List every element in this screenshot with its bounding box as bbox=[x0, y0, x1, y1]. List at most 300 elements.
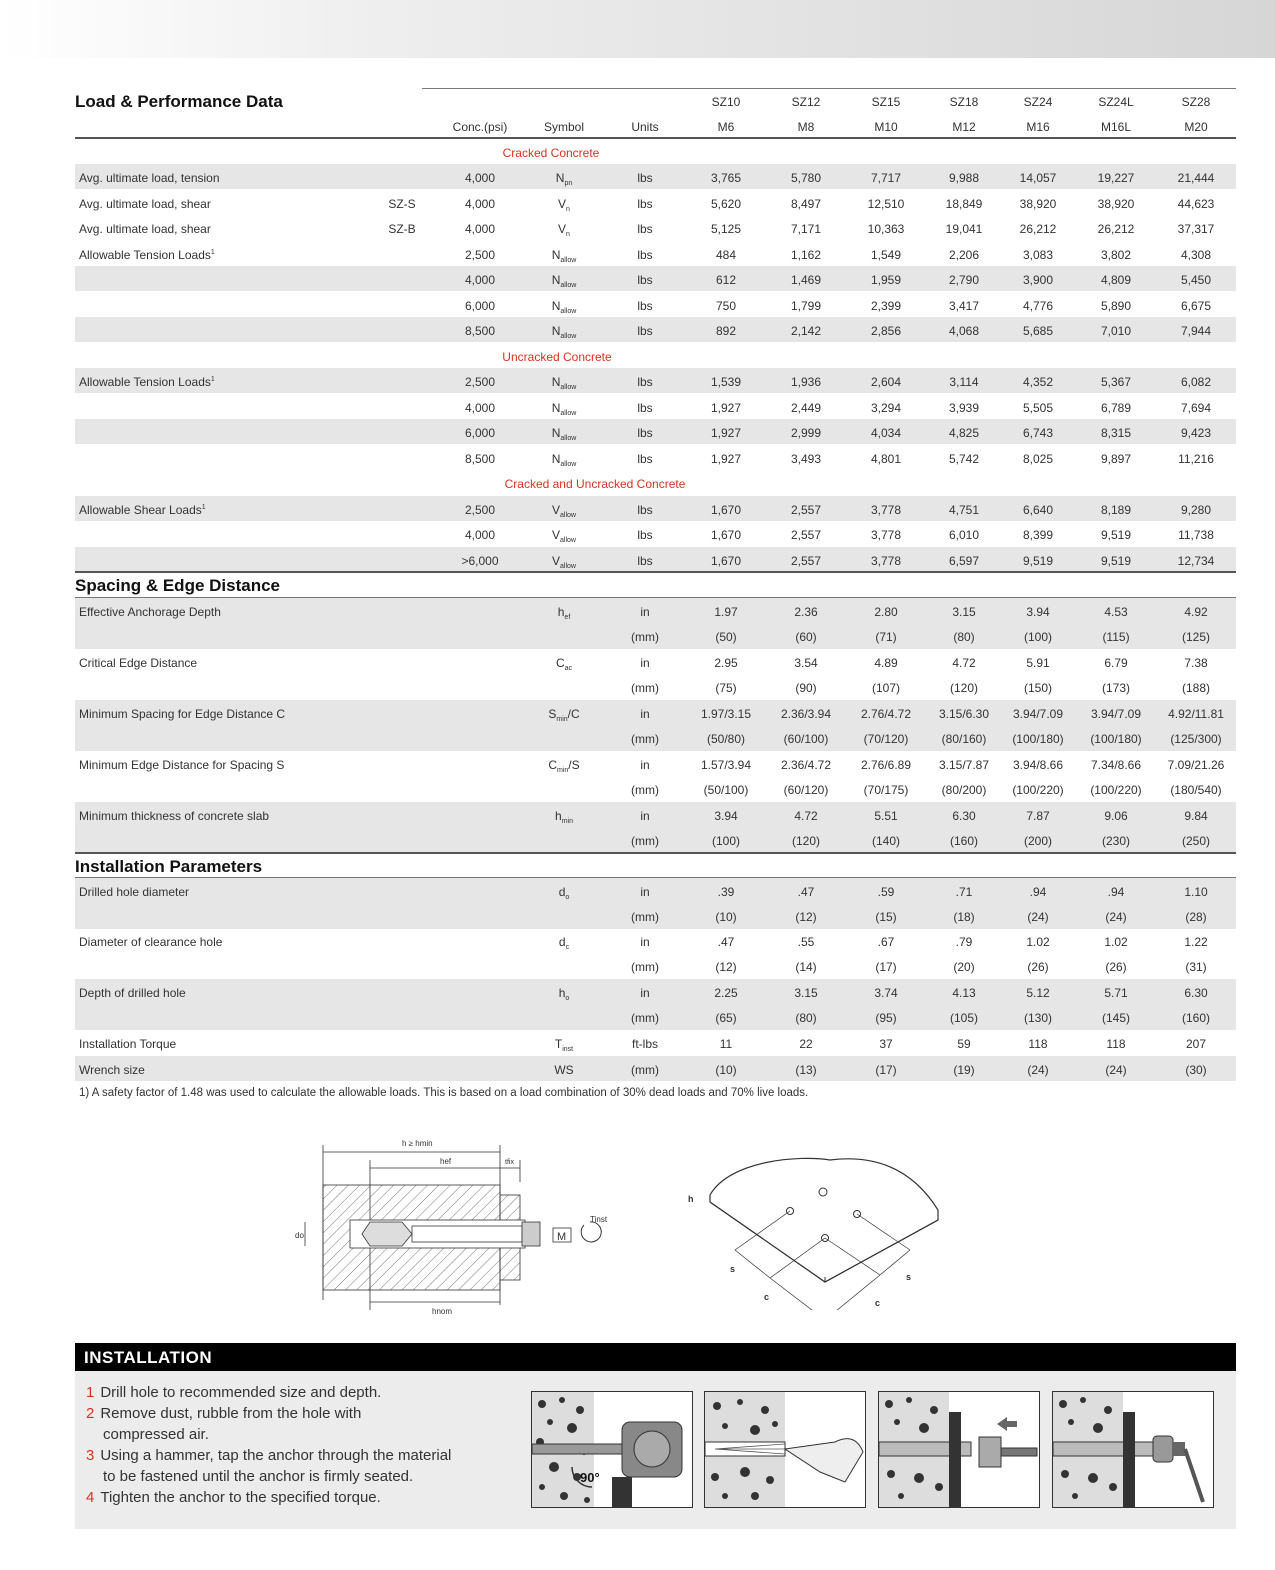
model-header: SZ24 bbox=[1023, 95, 1053, 109]
value-mm-cell: (14) bbox=[795, 960, 817, 974]
installation-title: INSTALLATION bbox=[84, 1348, 213, 1367]
row-label: Installation Torque bbox=[79, 1037, 177, 1051]
value-cell: 5,125 bbox=[710, 222, 742, 236]
symbol-cell: $h_{min}$ bbox=[555, 809, 573, 825]
value-cell: 22 bbox=[799, 1037, 813, 1051]
units-mm-cell: (mm) bbox=[631, 910, 659, 924]
value-cell: 3,083 bbox=[1022, 248, 1054, 262]
units-mm-cell: (mm) bbox=[631, 960, 659, 974]
value-cell: 2,999 bbox=[790, 426, 822, 440]
value-cell: 4,352 bbox=[1022, 375, 1054, 389]
value-cell: 3,900 bbox=[1022, 273, 1054, 287]
value-cell: 2,557 bbox=[790, 528, 822, 542]
value-cell: 4,825 bbox=[948, 426, 980, 440]
h-ge-hmin-label: h ≥ hmin bbox=[402, 1139, 433, 1148]
row-label: Minimum Edge Distance for Spacing S bbox=[79, 758, 285, 772]
row-label: Critical Edge Distance bbox=[79, 656, 198, 670]
value-cell: 19,227 bbox=[1097, 171, 1135, 185]
value-cell: 3,417 bbox=[948, 299, 980, 313]
conc-cell: 4,000 bbox=[464, 273, 496, 287]
value-mm-cell: (60/100) bbox=[783, 732, 829, 746]
units-cell: lbs bbox=[637, 503, 653, 517]
value-cell: 7.09/21.26 bbox=[1167, 758, 1225, 772]
value-mm-cell: (100/220) bbox=[1012, 783, 1064, 797]
value-cell: 2,790 bbox=[948, 273, 980, 287]
value-cell: .39 bbox=[717, 885, 735, 899]
row-label: Depth of drilled hole bbox=[79, 986, 186, 1000]
value-cell: (17) bbox=[875, 1063, 897, 1077]
symbol-cell: $C_{ac}$ bbox=[555, 656, 573, 672]
units-cell: lbs bbox=[637, 452, 653, 466]
value-mm-cell: (75) bbox=[715, 681, 737, 695]
value-mm-cell: (65) bbox=[715, 1011, 737, 1025]
value-mm-cell: (12) bbox=[795, 910, 817, 924]
value-cell: 7,717 bbox=[870, 171, 902, 185]
install-image-hammer bbox=[878, 1391, 1040, 1508]
value-cell: 1,162 bbox=[790, 248, 822, 262]
value-cell: 6,743 bbox=[1022, 426, 1054, 440]
symbol-cell: $N_{allow}$ bbox=[551, 452, 577, 468]
symbol-header: Symbol bbox=[543, 120, 585, 134]
value-cell: 3.94/7.09 bbox=[1090, 707, 1142, 721]
value-cell: 5,620 bbox=[710, 197, 742, 211]
value-cell: 1,549 bbox=[870, 248, 902, 262]
value-cell: (30) bbox=[1185, 1063, 1207, 1077]
value-cell: 9,519 bbox=[1022, 554, 1054, 568]
conc-cell: 4,000 bbox=[464, 171, 496, 185]
value-mm-cell: (95) bbox=[875, 1011, 897, 1025]
value-mm-cell: (31) bbox=[1185, 960, 1207, 974]
row-label: Avg. ultimate load, tension bbox=[79, 171, 220, 185]
value-cell: 4.92 bbox=[1184, 605, 1208, 619]
conc-cell: 2,500 bbox=[464, 503, 496, 517]
value-cell: 4.72 bbox=[794, 809, 818, 823]
value-cell: 3.54 bbox=[794, 656, 818, 670]
value-mm-cell: (50/80) bbox=[706, 732, 746, 746]
value-cell: 8,189 bbox=[1100, 503, 1132, 517]
value-cell: 1,936 bbox=[790, 375, 822, 389]
section-rule bbox=[75, 571, 1236, 573]
value-mm-cell: (188) bbox=[1181, 681, 1211, 695]
value-cell: 3,493 bbox=[790, 452, 822, 466]
symbol-cell: $h_{ef}$ bbox=[557, 605, 571, 621]
value-cell: .79 bbox=[955, 935, 973, 949]
value-cell: 1,469 bbox=[790, 273, 822, 287]
group-heading: Cracked and Uncracked Concrete bbox=[504, 477, 686, 491]
footnote: 1) A safety factor of 1.48 was used to calculate the allowable loads. This is based on a load combination of 30% dead loads and 70% live loads. bbox=[79, 1087, 809, 1099]
value-cell: 8,315 bbox=[1100, 426, 1132, 440]
size-header: M16 bbox=[1026, 120, 1050, 134]
value-cell: 37 bbox=[879, 1037, 893, 1051]
conc-cell: 4,000 bbox=[464, 528, 496, 542]
value-mm-cell: (105) bbox=[949, 1011, 979, 1025]
anchor-type-cell: SZ-B bbox=[388, 222, 416, 236]
value-cell: (13) bbox=[795, 1063, 817, 1077]
value-cell: 2.25 bbox=[714, 986, 738, 1000]
group-heading: Cracked Concrete bbox=[502, 146, 600, 160]
value-mm-cell: (20) bbox=[953, 960, 975, 974]
value-cell: 118 bbox=[1028, 1037, 1048, 1051]
value-cell: 7,944 bbox=[1180, 324, 1212, 338]
value-cell: 7.38 bbox=[1184, 656, 1208, 670]
value-cell: 1,670 bbox=[710, 503, 742, 517]
group-heading: Uncracked Concrete bbox=[502, 350, 612, 364]
hnom-label: hnom bbox=[432, 1307, 453, 1316]
value-cell: 6,789 bbox=[1100, 401, 1132, 415]
value-cell: 2,557 bbox=[790, 554, 822, 568]
value-cell: 612 bbox=[715, 273, 737, 287]
model-header: SZ15 bbox=[871, 95, 901, 109]
units-cell: lbs bbox=[637, 375, 653, 389]
s-label-right: s bbox=[906, 1272, 912, 1282]
value-mm-cell: (250) bbox=[1181, 834, 1211, 848]
row-label: Avg. ultimate load, shear bbox=[79, 197, 211, 211]
units-cell: lbs bbox=[637, 324, 653, 338]
value-cell: 5,685 bbox=[1022, 324, 1054, 338]
symbol-cell: WS bbox=[554, 1063, 574, 1077]
row-label: Drilled hole diameter bbox=[79, 885, 190, 899]
value-cell: 4,308 bbox=[1180, 248, 1212, 262]
conc-cell: 4,000 bbox=[464, 222, 496, 236]
symbol-cell: $d_c$ bbox=[558, 935, 570, 951]
value-mm-cell: (120) bbox=[949, 681, 979, 695]
conc-header: Conc.(psi) bbox=[452, 120, 508, 134]
install-step-3-cont: to be fastened until the anchor is firmly seated. bbox=[103, 1468, 414, 1485]
conc-cell: 4,000 bbox=[464, 197, 496, 211]
value-cell: .59 bbox=[877, 885, 895, 899]
value-cell: 6.30 bbox=[1184, 986, 1208, 1000]
value-mm-cell: (10) bbox=[715, 910, 737, 924]
value-cell: 5,780 bbox=[790, 171, 822, 185]
value-mm-cell: (145) bbox=[1101, 1011, 1131, 1025]
header-top-rule bbox=[422, 88, 1236, 89]
units-cell: lbs bbox=[637, 426, 653, 440]
symbol-cell: $S_{min}/C$ bbox=[548, 707, 580, 723]
value-mm-cell: (71) bbox=[875, 630, 897, 644]
c-label-left: c bbox=[764, 1292, 770, 1302]
value-cell: 9,280 bbox=[1180, 503, 1212, 517]
value-cell: 2,142 bbox=[790, 324, 822, 338]
value-cell: 3,939 bbox=[948, 401, 980, 415]
conc-cell: 6,000 bbox=[464, 299, 496, 313]
install-step-2: 2 Remove dust, rubble from the hole with bbox=[86, 1405, 362, 1422]
value-cell: 1,927 bbox=[710, 426, 742, 440]
symbol-cell: $N_{allow}$ bbox=[551, 299, 577, 315]
value-cell: 8,399 bbox=[1022, 528, 1054, 542]
value-cell: 2.76/6.89 bbox=[860, 758, 912, 772]
row-label: Avg. ultimate load, shear bbox=[79, 222, 211, 236]
row-label: Wrench size bbox=[79, 1063, 145, 1077]
value-cell: 9.06 bbox=[1104, 809, 1128, 823]
section-rule bbox=[75, 852, 1236, 854]
units-cell: lbs bbox=[637, 197, 653, 211]
conc-cell: 4,000 bbox=[464, 401, 496, 415]
value-mm-cell: (60) bbox=[795, 630, 817, 644]
slab-spacing-diagram bbox=[680, 1150, 950, 1310]
value-cell: 7.34/8.66 bbox=[1090, 758, 1142, 772]
symbol-cell: $V_{allow}$ bbox=[552, 503, 576, 519]
value-cell: 26,212 bbox=[1097, 222, 1135, 236]
value-cell: 3.15 bbox=[952, 605, 976, 619]
value-cell: 5.12 bbox=[1026, 986, 1050, 1000]
row-label: Minimum thickness of concrete slab bbox=[79, 809, 270, 823]
value-cell: 2.36/4.72 bbox=[780, 758, 832, 772]
value-cell: 1,927 bbox=[710, 452, 742, 466]
value-mm-cell: (26) bbox=[1027, 960, 1049, 974]
symbol-cell: $d_o$ bbox=[558, 885, 570, 901]
value-cell: .47 bbox=[797, 885, 815, 899]
value-cell: 6,597 bbox=[948, 554, 980, 568]
value-cell: 750 bbox=[715, 299, 737, 313]
value-cell: 6,675 bbox=[1180, 299, 1212, 313]
value-mm-cell: (160) bbox=[949, 834, 979, 848]
size-header: M16L bbox=[1100, 120, 1132, 134]
value-cell: 1.10 bbox=[1184, 885, 1208, 899]
installation-parameters-title: Installation Parameters bbox=[75, 857, 263, 876]
value-cell: 2.76/4.72 bbox=[860, 707, 912, 721]
value-cell: (24) bbox=[1105, 1063, 1127, 1077]
units-cell: in bbox=[640, 605, 650, 619]
tfix-label: tfix bbox=[505, 1159, 514, 1166]
spacing-edge-title: Spacing & Edge Distance bbox=[75, 576, 280, 595]
size-header: M10 bbox=[874, 120, 898, 134]
units-mm-cell: (mm) bbox=[631, 834, 659, 848]
value-cell: 21,444 bbox=[1177, 171, 1215, 185]
units-cell: (mm) bbox=[631, 1063, 659, 1077]
install-image-torque bbox=[1052, 1391, 1214, 1508]
row-label: Allowable Tension Loads$^1$ bbox=[79, 248, 215, 262]
install-step-4: 4 Tighten the anchor to the specified torque. bbox=[86, 1489, 381, 1506]
value-cell: 207 bbox=[1185, 1037, 1207, 1051]
anchor-type-cell: SZ-S bbox=[388, 197, 416, 211]
value-cell: 2,604 bbox=[870, 375, 902, 389]
value-cell: 5,742 bbox=[948, 452, 980, 466]
value-cell: 3,765 bbox=[710, 171, 742, 185]
value-cell: 484 bbox=[715, 248, 737, 262]
value-mm-cell: (80/200) bbox=[941, 783, 987, 797]
value-cell: 4,068 bbox=[948, 324, 980, 338]
model-header: SZ28 bbox=[1181, 95, 1211, 109]
value-cell: 9,897 bbox=[1100, 452, 1132, 466]
row-label: Effective Anchorage Depth bbox=[79, 605, 221, 619]
value-cell: 7,171 bbox=[790, 222, 822, 236]
value-cell: 38,920 bbox=[1019, 197, 1057, 211]
value-cell: 4,034 bbox=[870, 426, 902, 440]
value-cell: 3.15/7.87 bbox=[938, 758, 990, 772]
value-mm-cell: (107) bbox=[871, 681, 901, 695]
row-band bbox=[75, 266, 1236, 291]
value-cell: 2,557 bbox=[790, 503, 822, 517]
value-cell: 3,294 bbox=[870, 401, 902, 415]
value-cell: 3.15/6.30 bbox=[938, 707, 990, 721]
value-mm-cell: (15) bbox=[875, 910, 897, 924]
s-label-left: s bbox=[730, 1264, 736, 1274]
size-header: M8 bbox=[797, 120, 815, 134]
value-cell: 5.91 bbox=[1026, 656, 1050, 670]
value-mm-cell: (100) bbox=[1023, 630, 1053, 644]
value-cell: 2,449 bbox=[790, 401, 822, 415]
value-cell: 10,363 bbox=[867, 222, 905, 236]
units-cell: lbs bbox=[637, 222, 653, 236]
installation-header-bar bbox=[75, 1343, 1236, 1371]
row-band bbox=[75, 496, 1236, 521]
value-mm-cell: (115) bbox=[1102, 630, 1130, 644]
units-cell: lbs bbox=[637, 273, 653, 287]
value-cell: .94 bbox=[1029, 885, 1047, 899]
value-cell: 1.22 bbox=[1184, 935, 1208, 949]
value-cell: 11,738 bbox=[1178, 528, 1214, 542]
symbol-cell: $N_{allow}$ bbox=[551, 426, 577, 442]
value-cell: 1,670 bbox=[710, 554, 742, 568]
value-mm-cell: (100) bbox=[711, 834, 741, 848]
value-cell: 59 bbox=[957, 1037, 971, 1051]
units-cell: in bbox=[640, 656, 650, 670]
value-cell: (19) bbox=[953, 1063, 975, 1077]
value-cell: 4.92/11.81 bbox=[1168, 707, 1224, 721]
value-mm-cell: (125) bbox=[1181, 630, 1211, 644]
value-cell: 6,082 bbox=[1180, 375, 1212, 389]
tinst-label: Tinst bbox=[590, 1215, 608, 1224]
value-cell: 4.72 bbox=[952, 656, 976, 670]
value-cell: 9,423 bbox=[1180, 426, 1212, 440]
header-rule bbox=[75, 137, 1236, 139]
angle-90-label: 90° bbox=[580, 1470, 600, 1485]
value-mm-cell: (80) bbox=[795, 1011, 817, 1025]
value-cell: 3.94 bbox=[714, 809, 738, 823]
units-cell: in bbox=[640, 885, 650, 899]
row-label: Minimum Spacing for Edge Distance C bbox=[79, 707, 286, 721]
size-header: M6 bbox=[717, 120, 735, 134]
value-cell: 3,802 bbox=[1100, 248, 1132, 262]
value-cell: 38,920 bbox=[1097, 197, 1135, 211]
units-cell: in bbox=[640, 758, 650, 772]
value-cell: 14,057 bbox=[1019, 171, 1057, 185]
value-cell: .47 bbox=[717, 935, 735, 949]
value-cell: 7,694 bbox=[1180, 401, 1212, 415]
value-cell: 5.51 bbox=[874, 809, 898, 823]
units-cell: in bbox=[640, 809, 650, 823]
value-mm-cell: (17) bbox=[875, 960, 897, 974]
value-cell: 3.15 bbox=[794, 986, 818, 1000]
value-mm-cell: (125/300) bbox=[1170, 732, 1222, 746]
value-mm-cell: (100/180) bbox=[1090, 732, 1142, 746]
conc-cell: >6,000 bbox=[461, 554, 499, 568]
value-cell: (10) bbox=[715, 1063, 737, 1077]
symbol-cell: $N_{pn}$ bbox=[555, 171, 573, 187]
value-mm-cell: (100/180) bbox=[1012, 732, 1064, 746]
row-band bbox=[75, 164, 1236, 189]
symbol-cell: $N_{allow}$ bbox=[551, 273, 577, 289]
value-mm-cell: (50/100) bbox=[703, 783, 749, 797]
value-cell: 3,778 bbox=[870, 554, 902, 568]
value-cell: 4,809 bbox=[1100, 273, 1132, 287]
value-cell: 4.53 bbox=[1104, 605, 1128, 619]
row-band bbox=[75, 547, 1236, 572]
value-mm-cell: (120) bbox=[791, 834, 821, 848]
value-mm-cell: (24) bbox=[1105, 910, 1127, 924]
value-mm-cell: (24) bbox=[1027, 910, 1049, 924]
value-cell: 7.87 bbox=[1026, 809, 1050, 823]
value-mm-cell: (60/120) bbox=[783, 783, 829, 797]
value-mm-cell: (200) bbox=[1023, 834, 1053, 848]
value-mm-cell: (180/540) bbox=[1170, 783, 1222, 797]
value-mm-cell: (150) bbox=[1023, 681, 1053, 695]
model-header: SZ10 bbox=[711, 95, 741, 109]
h-label: h bbox=[688, 1194, 694, 1204]
value-cell: 9,519 bbox=[1100, 554, 1132, 568]
value-cell: 12,510 bbox=[867, 197, 905, 211]
value-mm-cell: (230) bbox=[1101, 834, 1131, 848]
value-mm-cell: (160) bbox=[1181, 1011, 1211, 1025]
value-cell: 3,778 bbox=[870, 528, 902, 542]
value-cell: 5,450 bbox=[1180, 273, 1212, 287]
row-label: Diameter of clearance hole bbox=[79, 935, 223, 949]
row-label: Allowable Tension Loads$^1$ bbox=[79, 375, 215, 389]
value-cell: 118 bbox=[1106, 1037, 1126, 1051]
value-cell: 8,025 bbox=[1022, 452, 1054, 466]
value-cell: 1.57/3.94 bbox=[700, 758, 752, 772]
units-mm-cell: (mm) bbox=[631, 1011, 659, 1025]
value-cell: .55 bbox=[797, 935, 815, 949]
symbol-cell: $N_{allow}$ bbox=[551, 401, 577, 417]
value-cell: 44,623 bbox=[1177, 197, 1215, 211]
value-cell: 8,497 bbox=[790, 197, 822, 211]
conc-cell: 2,500 bbox=[464, 375, 496, 389]
symbol-cell: $h_o$ bbox=[558, 986, 570, 1002]
units-cell: in bbox=[640, 935, 650, 949]
value-cell: 9.84 bbox=[1184, 809, 1208, 823]
value-cell: 5,367 bbox=[1100, 375, 1132, 389]
units-cell: in bbox=[640, 986, 650, 1000]
units-cell: lbs bbox=[637, 528, 653, 542]
value-cell: 6,010 bbox=[948, 528, 980, 542]
value-cell: 6.79 bbox=[1104, 656, 1128, 670]
value-cell: 4.89 bbox=[874, 656, 898, 670]
value-cell: 3.94/7.09 bbox=[1012, 707, 1064, 721]
conc-cell: 6,000 bbox=[464, 426, 496, 440]
row-label: Allowable Shear Loads$^1$ bbox=[79, 503, 206, 517]
units-header: Units bbox=[631, 120, 659, 134]
value-mm-cell: (80/160) bbox=[941, 732, 987, 746]
load-performance-title: Load & Performance Data bbox=[75, 92, 283, 111]
hef-label: hef bbox=[440, 1157, 452, 1166]
units-cell: lbs bbox=[637, 554, 653, 568]
value-mm-cell: (173) bbox=[1101, 681, 1131, 695]
units-cell: lbs bbox=[637, 248, 653, 262]
value-cell: 37,317 bbox=[1177, 222, 1215, 236]
value-cell: .94 bbox=[1107, 885, 1125, 899]
value-mm-cell: (26) bbox=[1105, 960, 1127, 974]
row-band bbox=[75, 368, 1236, 393]
units-mm-cell: (mm) bbox=[631, 732, 659, 746]
value-cell: 4.13 bbox=[952, 986, 976, 1000]
model-header: SZ24L bbox=[1098, 95, 1134, 109]
units-mm-cell: (mm) bbox=[631, 681, 659, 695]
value-cell: 1.02 bbox=[1026, 935, 1050, 949]
anchor-cross-section-diagram bbox=[290, 1130, 630, 1320]
value-cell: 2.95 bbox=[714, 656, 738, 670]
value-cell: 7,010 bbox=[1100, 324, 1132, 338]
units-cell: ft-lbs bbox=[631, 1037, 659, 1051]
value-mm-cell: (90) bbox=[795, 681, 817, 695]
value-cell: 1,959 bbox=[870, 273, 902, 287]
value-cell: 1.97 bbox=[714, 605, 738, 619]
value-cell: 1,539 bbox=[710, 375, 742, 389]
symbol-cell: $T_{inst}$ bbox=[554, 1037, 574, 1053]
value-cell: 11 bbox=[719, 1037, 733, 1051]
value-cell: 2,399 bbox=[870, 299, 902, 313]
install-image-blow-dust bbox=[704, 1391, 866, 1508]
